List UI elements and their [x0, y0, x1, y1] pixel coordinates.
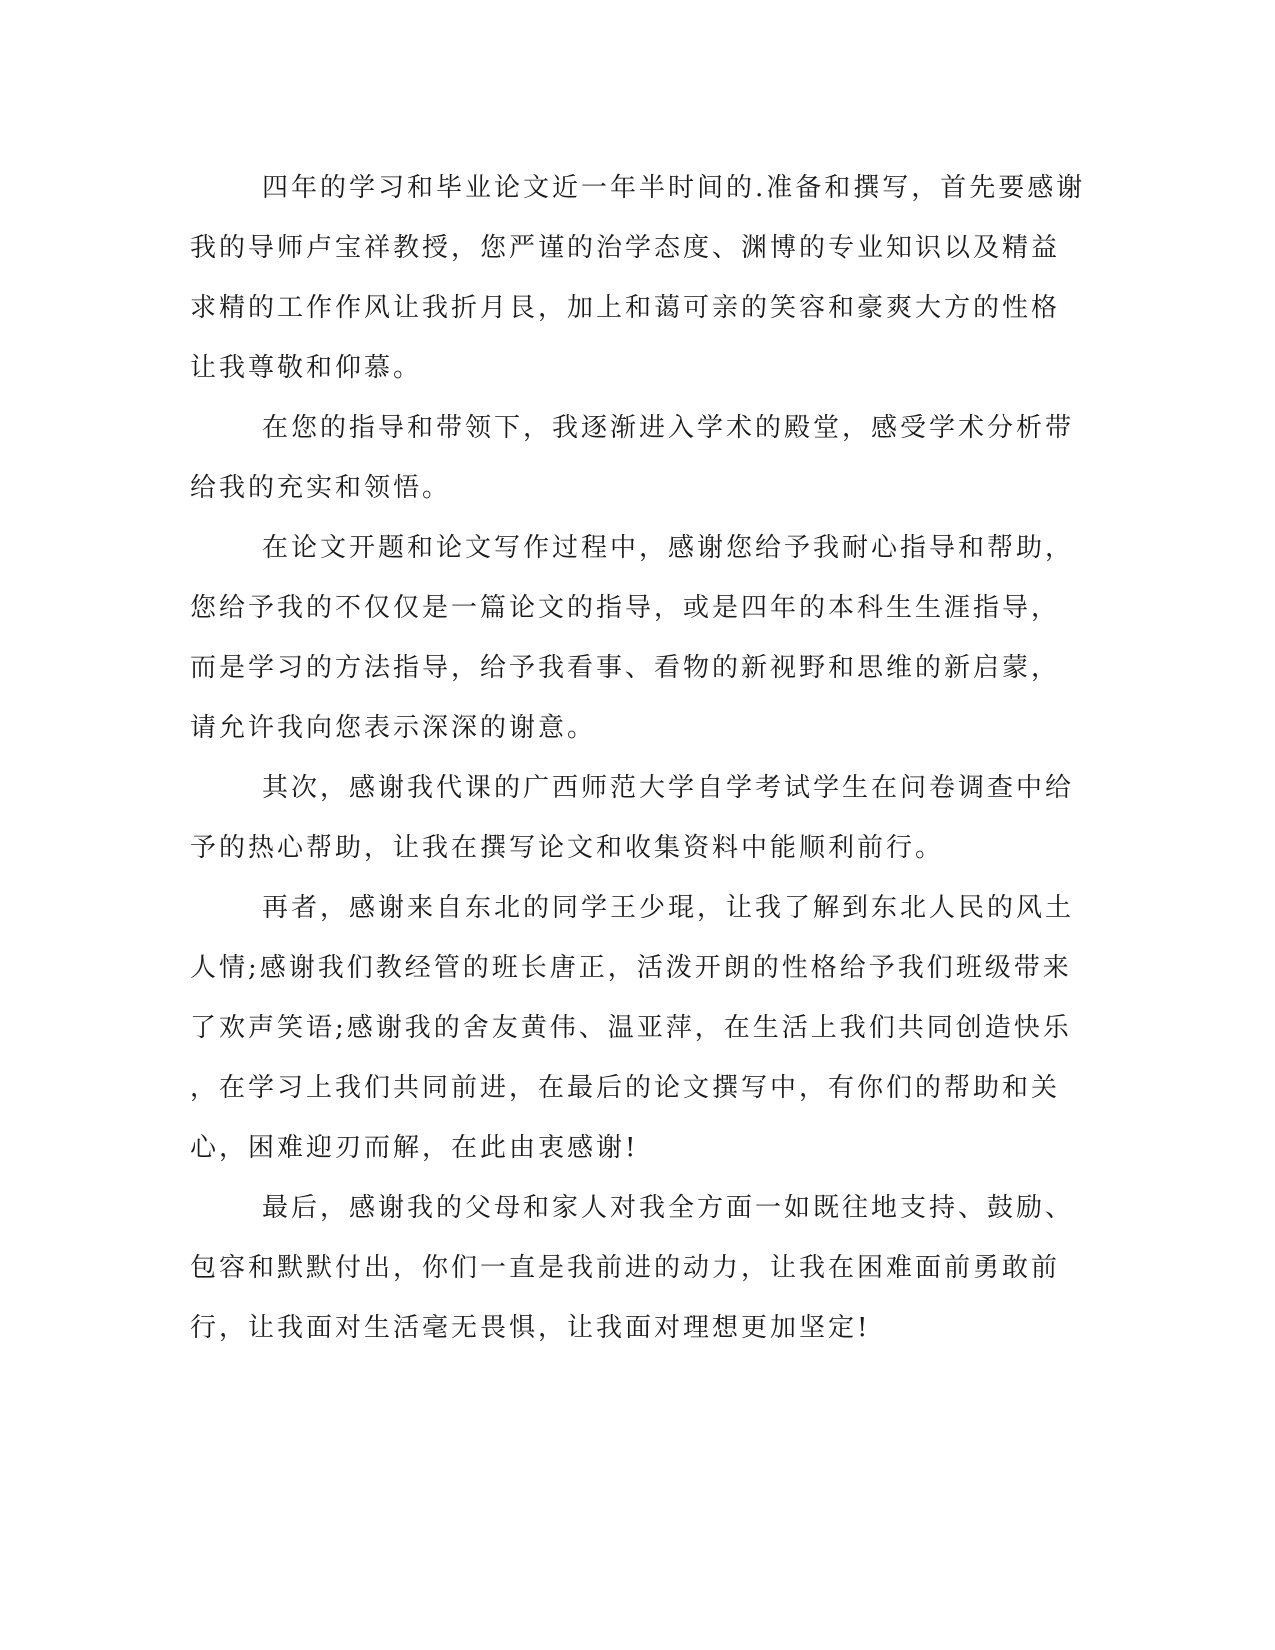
paragraph-6 — [190, 1178, 1090, 1358]
paragraph-3 — [190, 518, 1090, 758]
paragraph-line: 您给予我的不仅仅是一篇论文的指导，或是四年的本科生生涯指导， — [190, 593, 1061, 623]
document-body — [190, 158, 1090, 1358]
paragraph-line: 再者，感谢来自东北的同学王少琨，让我了解到东北人民的风土 — [262, 893, 1075, 923]
paragraph-line: 其次，感谢我代课的广西师范大学自学考试学生在问卷调查中给 — [262, 773, 1075, 803]
paragraph-line: 在论文开题和论文写作过程中，感谢您给予我耐心指导和帮助， — [262, 533, 1075, 563]
paragraph-5 — [190, 878, 1090, 1178]
paragraph-line: 四年的学习和毕业论文近一年半时间的.准备和撰写，首先要感谢 — [262, 173, 1086, 203]
paragraph-line: 包容和默默付出，你们一直是我前进的动力，让我在困难面前勇敢前 — [190, 1253, 1061, 1283]
paragraph-2 — [190, 398, 1090, 518]
paragraph-line: 行，让我面对生活毫无畏惧，让我面对理想更加坚定! — [190, 1313, 871, 1343]
paragraph-1 — [190, 158, 1090, 398]
paragraph-line: 在您的指导和带领下，我逐渐进入学术的殿堂，感受学术分析带 — [262, 413, 1075, 443]
paragraph-line: 求精的工作作风让我折月艮，加上和蔼可亲的笑容和豪爽大方的性格 — [190, 293, 1061, 323]
paragraph-line: 人情;感谢我们教经管的班长唐正，活泼开朗的性格给予我们班级带来 — [190, 953, 1072, 983]
paragraph-line: ，在学习上我们共同前进，在最后的论文撰写中，有你们的帮助和关 — [190, 1073, 1061, 1103]
paragraph-line: 予的热心帮助，让我在撰写论文和收集资料中能顺利前行。 — [190, 833, 945, 863]
paragraph-line: 心，困难迎刃而解，在此由衷感谢! — [190, 1133, 639, 1163]
paragraph-line: 让我尊敬和仰慕。 — [190, 353, 423, 383]
paragraph-line: 给我的充实和领悟。 — [190, 473, 452, 503]
paragraph-4 — [190, 758, 1090, 878]
paragraph-line: 我的导师卢宝祥教授，您严谨的治学态度、渊博的专业知识以及精益 — [190, 233, 1061, 263]
paragraph-line: 而是学习的方法指导，给予我看事、看物的新视野和思维的新启蒙， — [190, 653, 1061, 683]
paragraph-line: 最后，感谢我的父母和家人对我全方面一如既往地支持、鼓励、 — [262, 1193, 1075, 1223]
paragraph-line: 请允许我向您表示深深的谢意。 — [190, 713, 597, 743]
paragraph-line: 了欢声笑语;感谢我的舍友黄伟、温亚萍，在生活上我们共同创造快乐 — [190, 1013, 1072, 1043]
